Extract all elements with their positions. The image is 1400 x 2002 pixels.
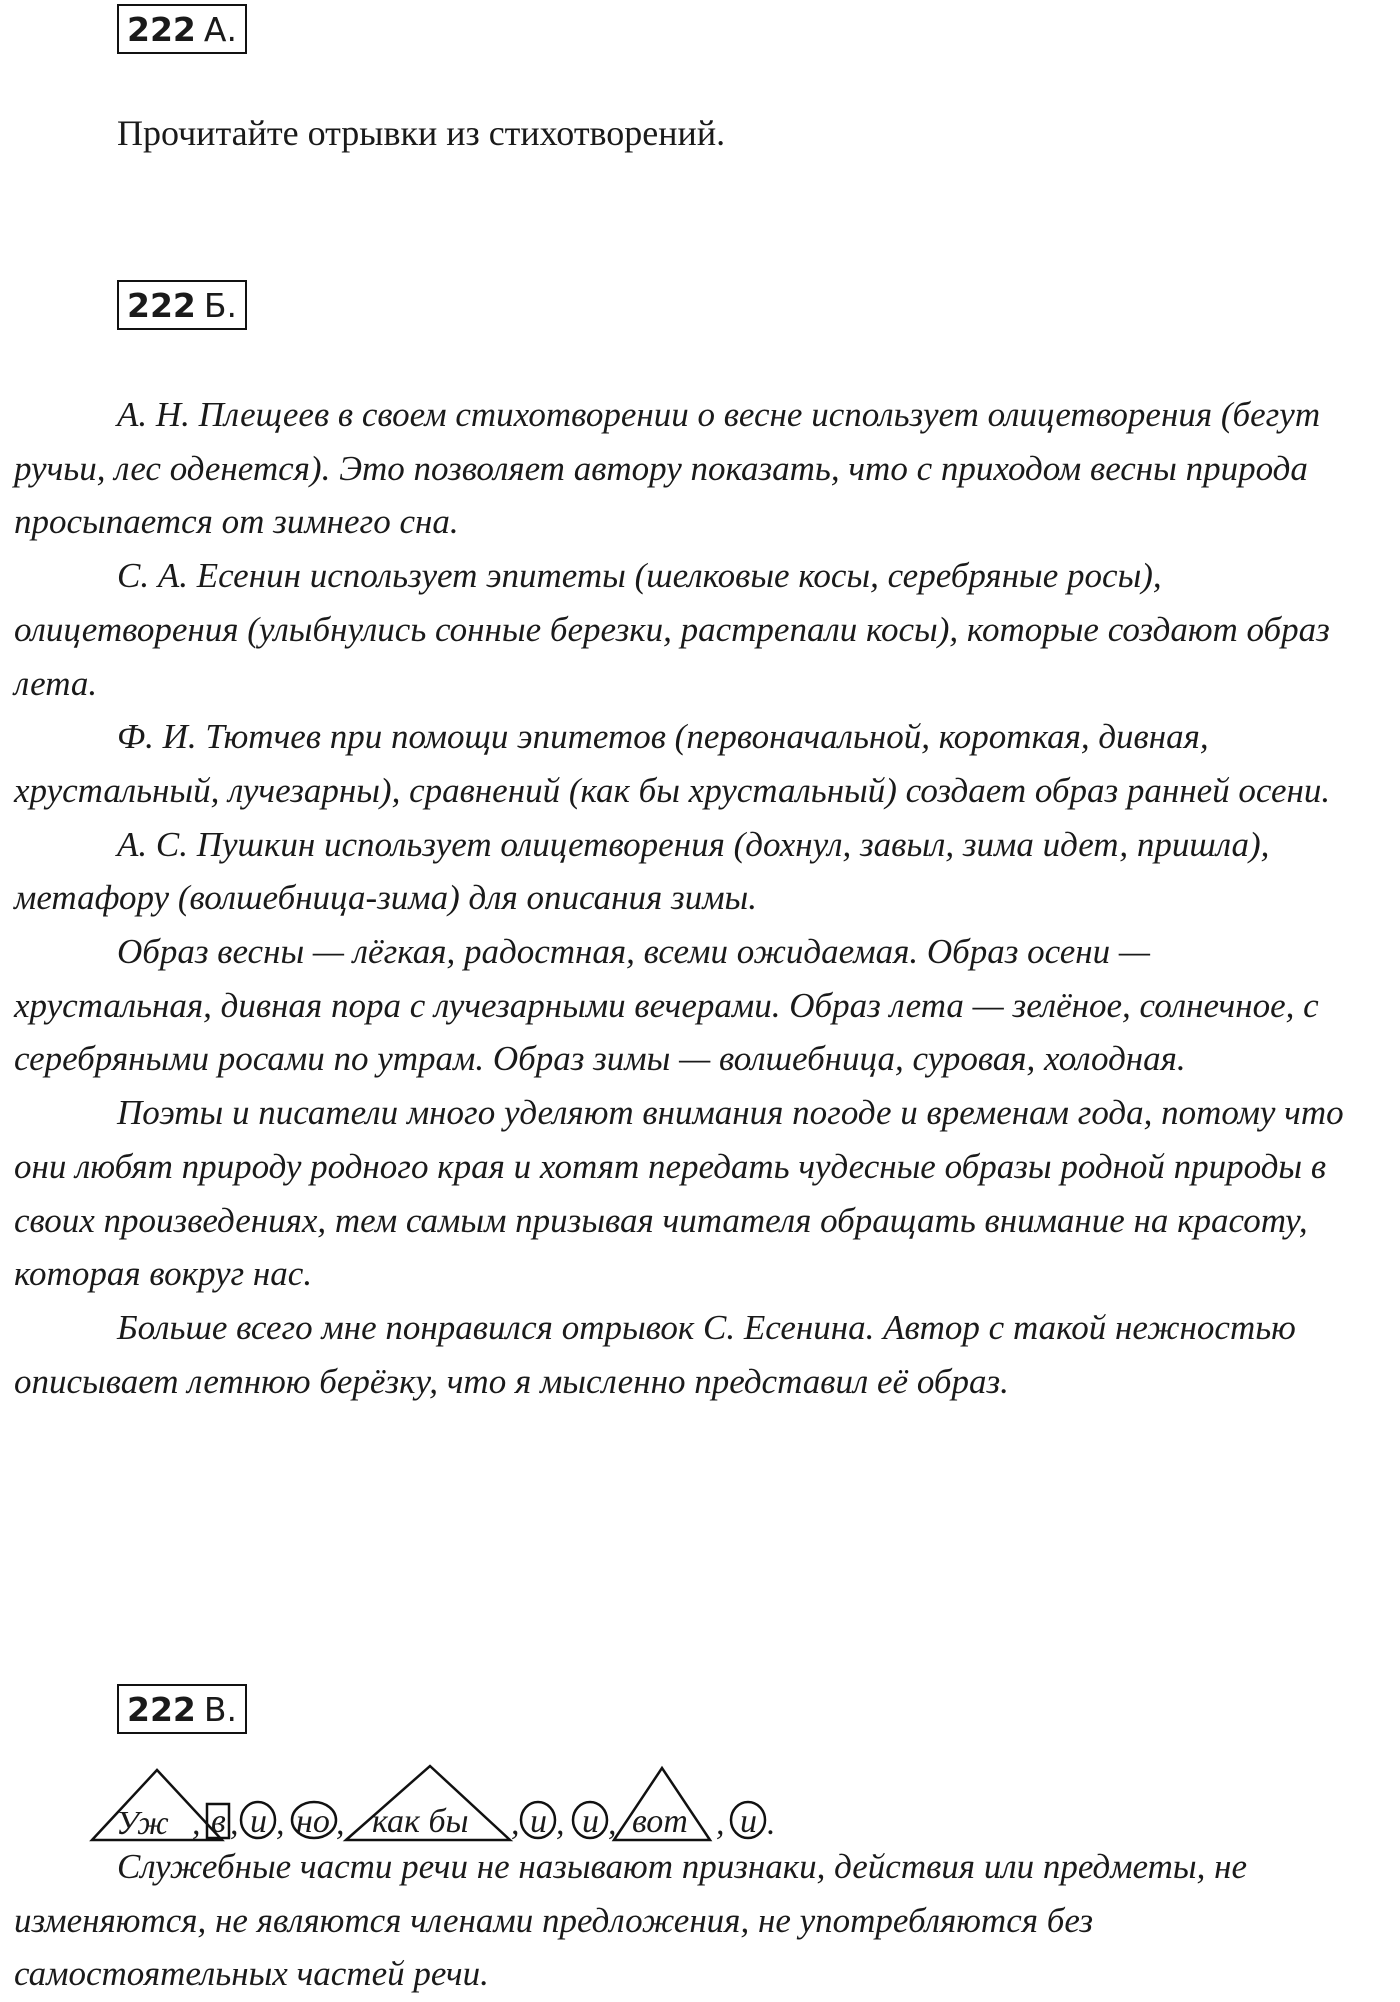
scheme-item-circle [573, 1802, 607, 1840]
answer-paragraph: А. Н. Плещеев в своем стихотворении о весне использует олицетворения (бегут ручьи, лес оденется). Это позволяет автору показать, что с приходом весны природа просыпается от зимнего сна. [14, 395, 1321, 542]
scheme-period: . [767, 1805, 776, 1842]
answer-paragraph: Служебные части речи не называют признаки, действия или предметы, не изменяются, не являются членами предложения, не употребляются без самостоятельных частей речи. [14, 1847, 1247, 1994]
answer-paragraph: С. А. Есенин использует эпитеты (шелковые косы, серебряные росы), олицетворения (улыбнулись сонные березки, растрепали косы), которые создают образ лета. [14, 556, 1330, 703]
scheme-comma: , [192, 1805, 201, 1842]
scheme-word: как бы [372, 1803, 469, 1840]
scheme-word: и [250, 1803, 267, 1840]
answer-paragraph: Больше всего мне понравился отрывок С. Есенина. Автор с такой нежностью описывает летнюю берёзку, что я мысленно представил её образ. [14, 1307, 1296, 1401]
scheme-word: и [740, 1803, 757, 1840]
scheme-comma: , [511, 1805, 520, 1842]
scheme-comma: , [336, 1805, 345, 1842]
scheme-word: Уж [116, 1805, 169, 1842]
scheme-comma: , [716, 1805, 725, 1842]
scheme-word: вот [632, 1803, 688, 1840]
answer-text-222b [14, 388, 1344, 1408]
task-letter: А. [203, 9, 237, 49]
task-label-222a [117, 4, 247, 54]
answer-paragraph: Ф. И. Тютчев при помощи эпитетов (первоначальной, короткая, дивная, хрустальный, лучезарны), сравнений (как бы хрустальный) создает образ ранней осени. [14, 717, 1331, 810]
scheme-item-triangle [92, 1770, 222, 1842]
task-number: 222 [127, 9, 196, 49]
scheme-item-triangle [346, 1766, 510, 1840]
scheme-comma: , [608, 1805, 617, 1842]
task-number: 222 [127, 285, 196, 325]
answer-text-222v [14, 1840, 1344, 2001]
scheme-comma: , [230, 1805, 239, 1842]
scheme-item-triangle [614, 1768, 710, 1840]
scheme-item-box [207, 1803, 229, 1840]
answer-paragraph: Образ весны — лёгкая, радостная, всеми ожидаемая. Образ осени — хрустальная, дивная пора с лучезарными вечерами. Образ лета — зелёное, солнечное, с серебряными росами по утрам. Образ зимы — волшебница, суровая, холодная. [14, 932, 1319, 1079]
scheme-item-circle [521, 1802, 555, 1840]
scheme-item-circle [731, 1802, 765, 1840]
answer-paragraph: А. С. Пушкин использует олицетворения (дохнул, завыл, зима идет, пришла), метафору (волшебница-зима) для описания зимы. [14, 824, 1270, 918]
answer-paragraph: Поэты и писатели много уделяют внимания погоде и временам года, потому что они любят природу родного края и хотят передать чудесные образы родной природы в своих произведениях, тем самым призывая читателя обращать внимание на красоту, которая вокруг нас. [14, 1093, 1344, 1294]
task-label-222b [117, 280, 247, 330]
scheme-word: но [296, 1803, 330, 1840]
scheme-item-circle [241, 1802, 275, 1840]
scheme-word: и [530, 1803, 547, 1840]
scheme-comma: , [276, 1805, 285, 1842]
task-label-222v [117, 1684, 247, 1734]
scheme-item-circle [292, 1802, 336, 1840]
task-number: 222 [127, 1689, 196, 1729]
task-letter: Б. [203, 285, 238, 325]
task-letter: В. [203, 1689, 238, 1729]
scheme-word: и [582, 1803, 599, 1840]
scheme-comma: , [556, 1805, 565, 1842]
scheme-word: в [211, 1803, 226, 1840]
task-instruction: Прочитайте отрывки из стихотворений. [117, 113, 726, 153]
